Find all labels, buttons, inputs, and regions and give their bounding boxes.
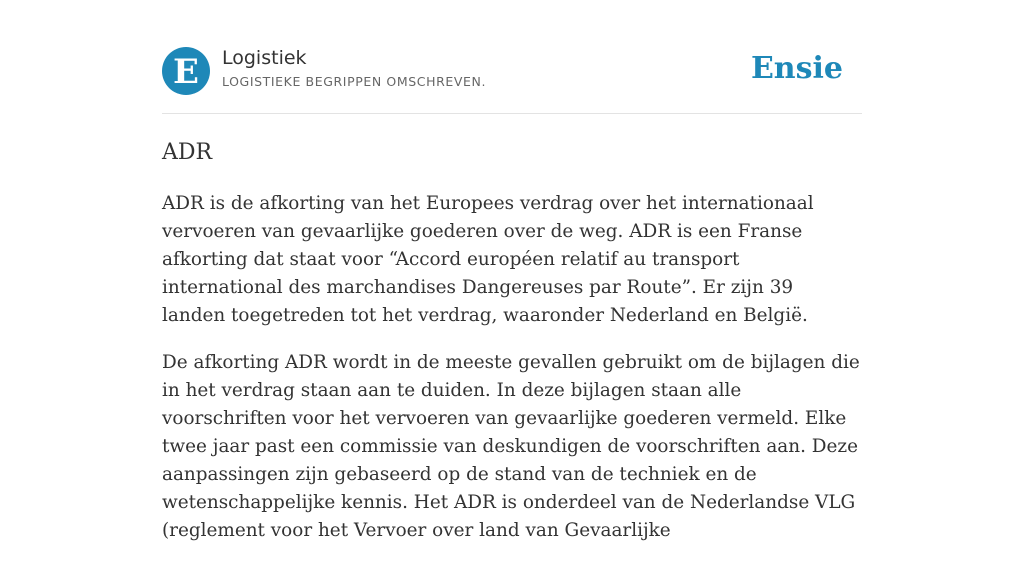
logo-e-glyph: [162, 47, 210, 95]
site-header: [162, 0, 862, 114]
ensie-logo[interactable]: Ensie: [750, 51, 843, 86]
article-body: [162, 190, 862, 564]
site-name[interactable]: Logistiek: [222, 47, 307, 69]
article-paragraph: ADR is de afkorting van het Europees verdrag over het internationaal vervoeren van gevaarlijke goederen over de weg. ADR is een Franse afkorting dat staat voor “Accord européen relatif au transport international des marchandises Dangereuses par Route”. Er zijn 39 landen toegetreden tot het verdrag, waaronder Nederland en België.: [162, 193, 814, 326]
content-container: [162, 0, 862, 541]
article-paragraph: De afkorting ADR wordt in de meeste gevallen gebruikt om de bijlagen die in het verdrag staan aan te duiden. In deze bijlagen staan alle voorschriften voor het vervoeren van gevaarlijke goederen vermeld. Elke twee jaar past een commissie van deskundigen de voorschriften aan. Deze aanpassingen zijn gebaseerd op de stand van de techniek en de wetenschappelijke kennis. Het ADR is onderdeel van de Nederlandse VLG (reglement voor het Vervoer over land van Gevaarlijke: [162, 352, 860, 541]
svg-text:E: E: [173, 52, 199, 92]
article-title: ADR: [162, 140, 213, 165]
site-tagline: LOGISTIEKE BEGRIPPEN OMSCHREVEN.: [222, 74, 487, 89]
logo-e-icon[interactable]: [162, 47, 210, 95]
